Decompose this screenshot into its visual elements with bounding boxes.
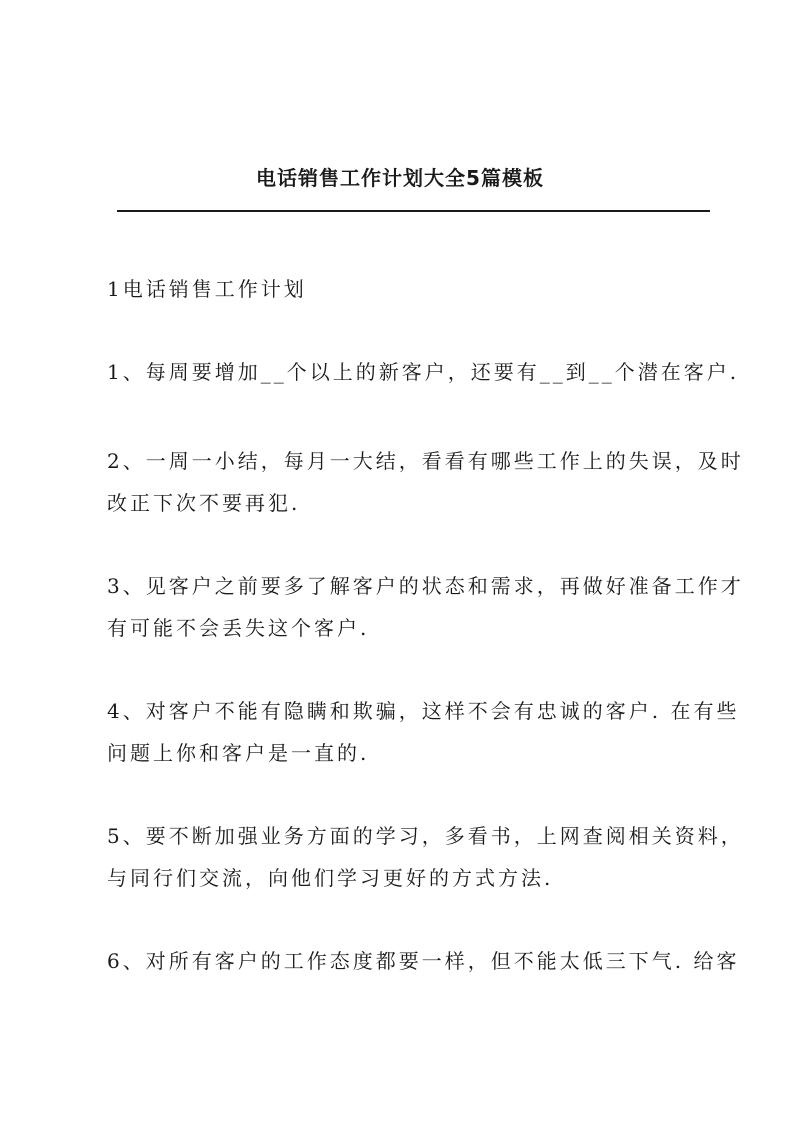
paragraph-line: 有可能不会丢失这个客户. <box>107 616 370 640</box>
paragraph-line: 4、对客户不能有隐瞒和欺骗，这样不会有忠诚的客户. 在有些 <box>107 699 740 723</box>
section-heading: 1电话销售工作计划 <box>107 277 307 301</box>
paragraph-1 <box>107 351 740 393</box>
paragraph-line: 6、对所有客户的工作态度都要一样，但不能太低三下气. 给客 <box>107 949 740 973</box>
title-underline-divider <box>117 210 710 212</box>
paragraph-2 <box>107 440 744 524</box>
paragraph-line: 2、一周一小结，每月一大结，看看有哪些工作上的失误，及时 <box>107 449 744 473</box>
paragraph-line: 与同行们交流，向他们学习更好的方式方法. <box>107 866 554 890</box>
paragraph-line: 1、每周要增加__个以上的新客户，还要有__到__个潜在客户. <box>107 360 740 384</box>
paragraph-line: 5、要不断加强业务方面的学习，多看书，上网查阅相关资料， <box>107 824 744 848</box>
paragraph-line: 3、见客户之前要多了解客户的状态和需求，再做好准备工作才 <box>107 574 744 598</box>
paragraph-3 <box>107 565 744 649</box>
paragraph-line: 改正下次不要再犯. <box>107 491 301 515</box>
paragraph-4 <box>107 690 740 774</box>
paragraph-6 <box>107 940 740 982</box>
paragraph-line: 问题上你和客户是一直的. <box>107 741 370 765</box>
paragraph-5 <box>107 815 744 899</box>
document-title: 电话销售工作计划大全5篇模板 <box>256 166 544 190</box>
